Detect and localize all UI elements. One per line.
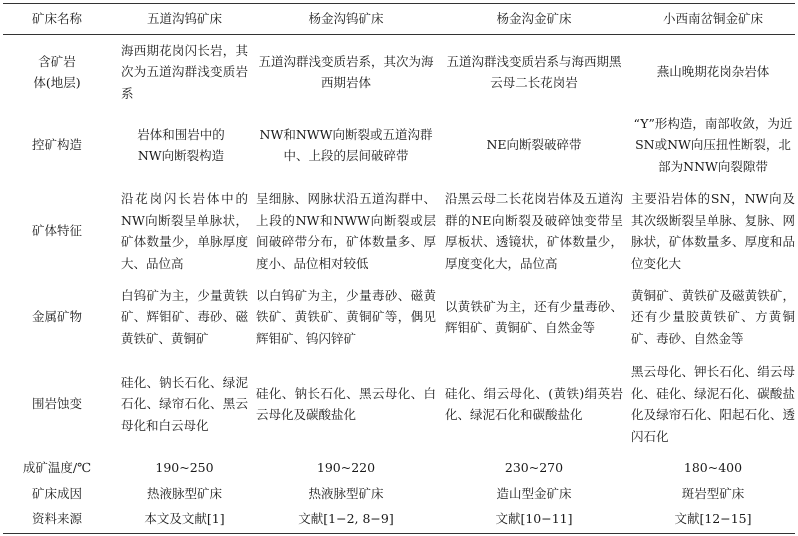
header-cell: 矿床名称 [31, 11, 82, 27]
table-row [3, 456, 795, 480]
table-cell: 硅化、钠长石化、绿泥石化、绿帘石化、黑云母化和白云母化 [121, 374, 248, 433]
table-row [3, 507, 795, 531]
table-cell: 沿花岗闪长岩体中的NW向断裂呈单脉状，矿体数量少，单脉厚度大、品位高 [121, 191, 248, 271]
row-label: 金属矿物 [31, 309, 82, 325]
table-row [3, 109, 795, 181]
table-cell: 五道沟群浅变质岩系，其次为海西期岩体 [258, 53, 434, 90]
table-cell: 硅化、绢云母化、(黄铁)绢英岩化、绿泥石化和碳酸盐化 [445, 385, 623, 422]
header-cell: 杨金沟钨矿床 [308, 11, 384, 27]
table-row [3, 482, 795, 506]
table-row [3, 355, 795, 453]
table-cell: 硅化、钠长石化、黑云母化、白云母化及碳酸盐化 [256, 385, 436, 422]
table-cell: 以白钨矿为主，少量毒砂、磁黄铁矿、黄铁矿、黄铜矿等，偶见辉钼矿、钨闪锌矿 [256, 287, 436, 346]
table-cell: 造山型金矿床 [496, 486, 572, 502]
table-cell: 呈细脉、网脉状沿五道沟群中、上段的NW和NWW向断裂或层间破碎带分布，矿体数量多、厚度小、品位相对较低 [256, 191, 436, 271]
table-top-rule [3, 3, 795, 4]
table-cell: 黄铜矿、黄铁矿及磁黄铁矿，还有少量胶黄铁矿、方黄铜矿、毒砂、自然金等 [631, 287, 795, 346]
table-cell: 黑云母化、钾长石化、绢云母化、硅化、绿泥石化、碳酸盐化及绿帘石化、阳起石化、透闪石化 [631, 364, 795, 444]
table-cell: NW和NWW向断裂或五道沟群中、上段的层间破碎带 [259, 126, 433, 163]
table-cell: 190~250 [155, 460, 214, 476]
table-cell: 文献[12−15] [674, 511, 752, 527]
header-cell: 小西南岔铜金矿床 [662, 11, 763, 27]
table-cell: 主要沿岩体的SN，NW向及其次级断裂呈单脉、复脉、网脉状，矿体数量多、厚度和品位变化大 [631, 191, 795, 271]
row-label: 围岩蚀变 [31, 396, 82, 412]
header-cell: 五道沟钨矿床 [146, 11, 222, 27]
row-label: 矿体特征 [31, 223, 82, 239]
table-row [3, 281, 795, 353]
table-cell: 热液脉型矿床 [308, 486, 384, 502]
table-cell: 斑岩型矿床 [681, 486, 745, 502]
row-label: 成矿温度/℃ [22, 460, 92, 476]
table-header-rule [3, 34, 795, 35]
table-cell: 岩体和围岩中的NW向断裂构造 [137, 126, 225, 163]
table-cell: 以黄铁矿为主，还有少量毒砂、辉钼矿、黄铜矿、自然金等 [445, 298, 623, 335]
table-cell: 文献[10−11] [495, 511, 573, 527]
table-row [3, 37, 795, 107]
table-cell: 海西期花岗闪长岩，其次为五道沟群浅变质岩系 [121, 42, 248, 101]
row-label: 含矿岩体(地层) [33, 53, 81, 90]
table-cell: 230~270 [504, 460, 564, 476]
table-cell: 180~400 [683, 460, 743, 476]
table-row [3, 183, 795, 279]
row-label: 控矿构造 [31, 137, 82, 153]
table-cell: NE向断裂破碎带 [486, 137, 582, 153]
table-cell: 五道沟群浅变质岩系与海西期黑云母二长花岗岩 [446, 53, 622, 90]
table-header-row [3, 5, 795, 33]
table-bottom-rule [3, 533, 795, 534]
table-cell: 190~220 [316, 460, 376, 476]
row-label: 矿床成因 [31, 486, 82, 502]
table-cell: 燕山晚期花岗杂岩体 [656, 64, 770, 80]
table-cell: 文献[1−2, 8−9] [298, 511, 394, 527]
header-cell: 杨金沟金矿床 [496, 11, 572, 27]
table-cell: 热液脉型矿床 [146, 486, 222, 502]
table-cell: 白钨矿为主，少量黄铁矿、辉钼矿、毒砂、磁黄铁矿、黄铜矿 [121, 287, 248, 346]
row-label: 资料来源 [31, 511, 82, 527]
table-cell: 沿黑云母二长花岗岩体及五道沟群的NE向断裂及破碎蚀变带呈厚板状、透镜状，矿体数量少，厚度变化大，品位高 [445, 191, 623, 271]
table-cell: 本文及文献[1] [144, 511, 225, 527]
table-cell: “Y”形构造，南部收敛，为近SN或NW向压扭性断裂，北部为NNW向裂隙带 [633, 115, 793, 174]
